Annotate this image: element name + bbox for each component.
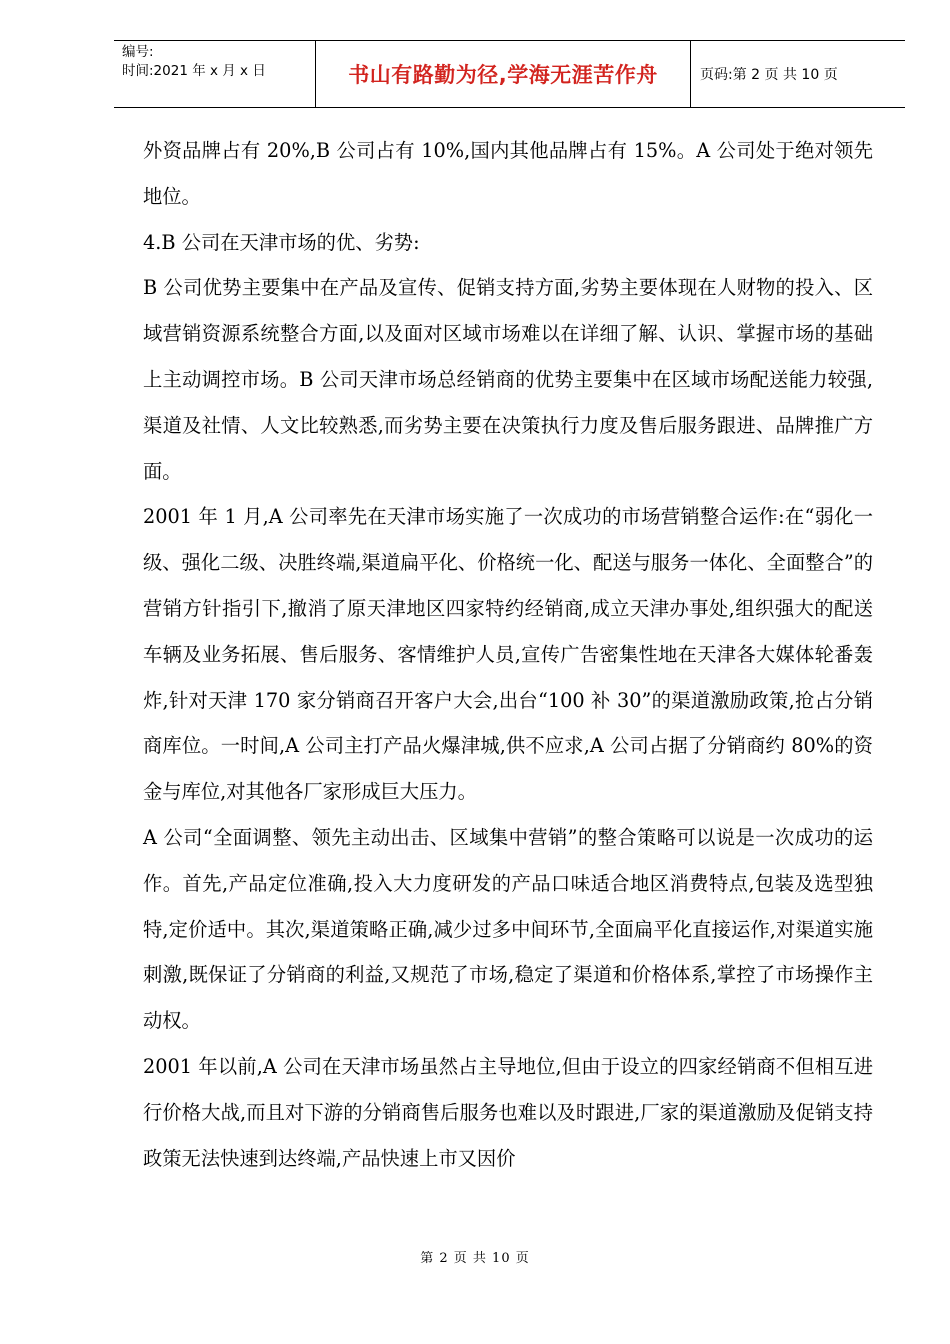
paragraph: 2001 年 1 月,A 公司率先在天津市场实施了一次成功的市场营销整合运作:在“弱化一级、强化二级、决胜终端,渠道扁平化、价格统一化、配送与服务一体化、全面整合”的营销方针指引下,撤消了原天津地区四家特约经销商,成立天津办事处,组织强大的配送车辆及业务拓展、售后服务、客情维护人员,宣传广告密集性地在天津各大媒体轮番轰炸,针对天津 170 家分销商召开客户大会,出台“100 补 30”的渠道激励政策,抢占分销商库位。一时间,A 公司主打产品火爆津城,供不应求,A 公司占据了分销商约 80%的资金与库位,对其他各厂家形成巨大压力。 — [143, 505, 873, 804]
page-footer: 第 2 页 共 10 页 — [420, 1251, 530, 1266]
paragraph: 2001 年以前,A 公司在天津市场虽然占主导地位,但由于设立的四家经销商不但相互进行价格大战,而且对下游的分销商售后服务也难以及时跟进,厂家的渠道激励及促销支持政策无法快速到达终端,产品快速上市又因价 — [143, 1054, 873, 1170]
header-meta — [122, 43, 312, 81]
section-heading: 4.B 公司在天津市场的优、劣势: — [143, 230, 420, 254]
document-header — [114, 40, 905, 108]
document-body — [143, 128, 873, 1181]
header-page-info: 页码:第 2 页 共 10 页 — [700, 67, 838, 83]
header-divider — [690, 41, 691, 107]
header-number-label: 编号: — [122, 44, 154, 60]
header-motto: 书山有路勤为径,学海无涯苦作舟 — [348, 63, 658, 87]
paragraph: A 公司“全面调整、领先主动出击、区域集中营销”的整合策略可以说是一次成功的运作。首先,产品定位准确,投入大力度研发的产品口味适合地区消费特点,包装及选型独特,定价适中。其次,渠道策略正确,减少过多中间环节,全面扁平化直接运作,对渠道实施刺激,既保证了分销商的利益,又规范了市场,稳定了渠道和价格体系,掌控了市场操作主动权。 — [143, 825, 873, 1033]
paragraph: B 公司优势主要集中在产品及宣传、促销支持方面,劣势主要体现在人财物的投入、区域营销资源系统整合方面,以及面对区域市场难以在详细了解、认识、掌握市场的基础上主动调控市场。B 公司天津市场总经销商的优势主要集中在区域市场配送能力较强,渠道及社情、人文比较熟悉,而劣势主要在决策执行力度及售后服务跟进、品牌推广方面。 — [143, 276, 873, 483]
header-time: 时间:2021 年 x 月 x 日 — [122, 63, 266, 79]
paragraph: 外资品牌占有 20%,B 公司占有 10%,国内其他品牌占有 15%。A 公司处于绝对领先地位。 — [143, 139, 873, 208]
